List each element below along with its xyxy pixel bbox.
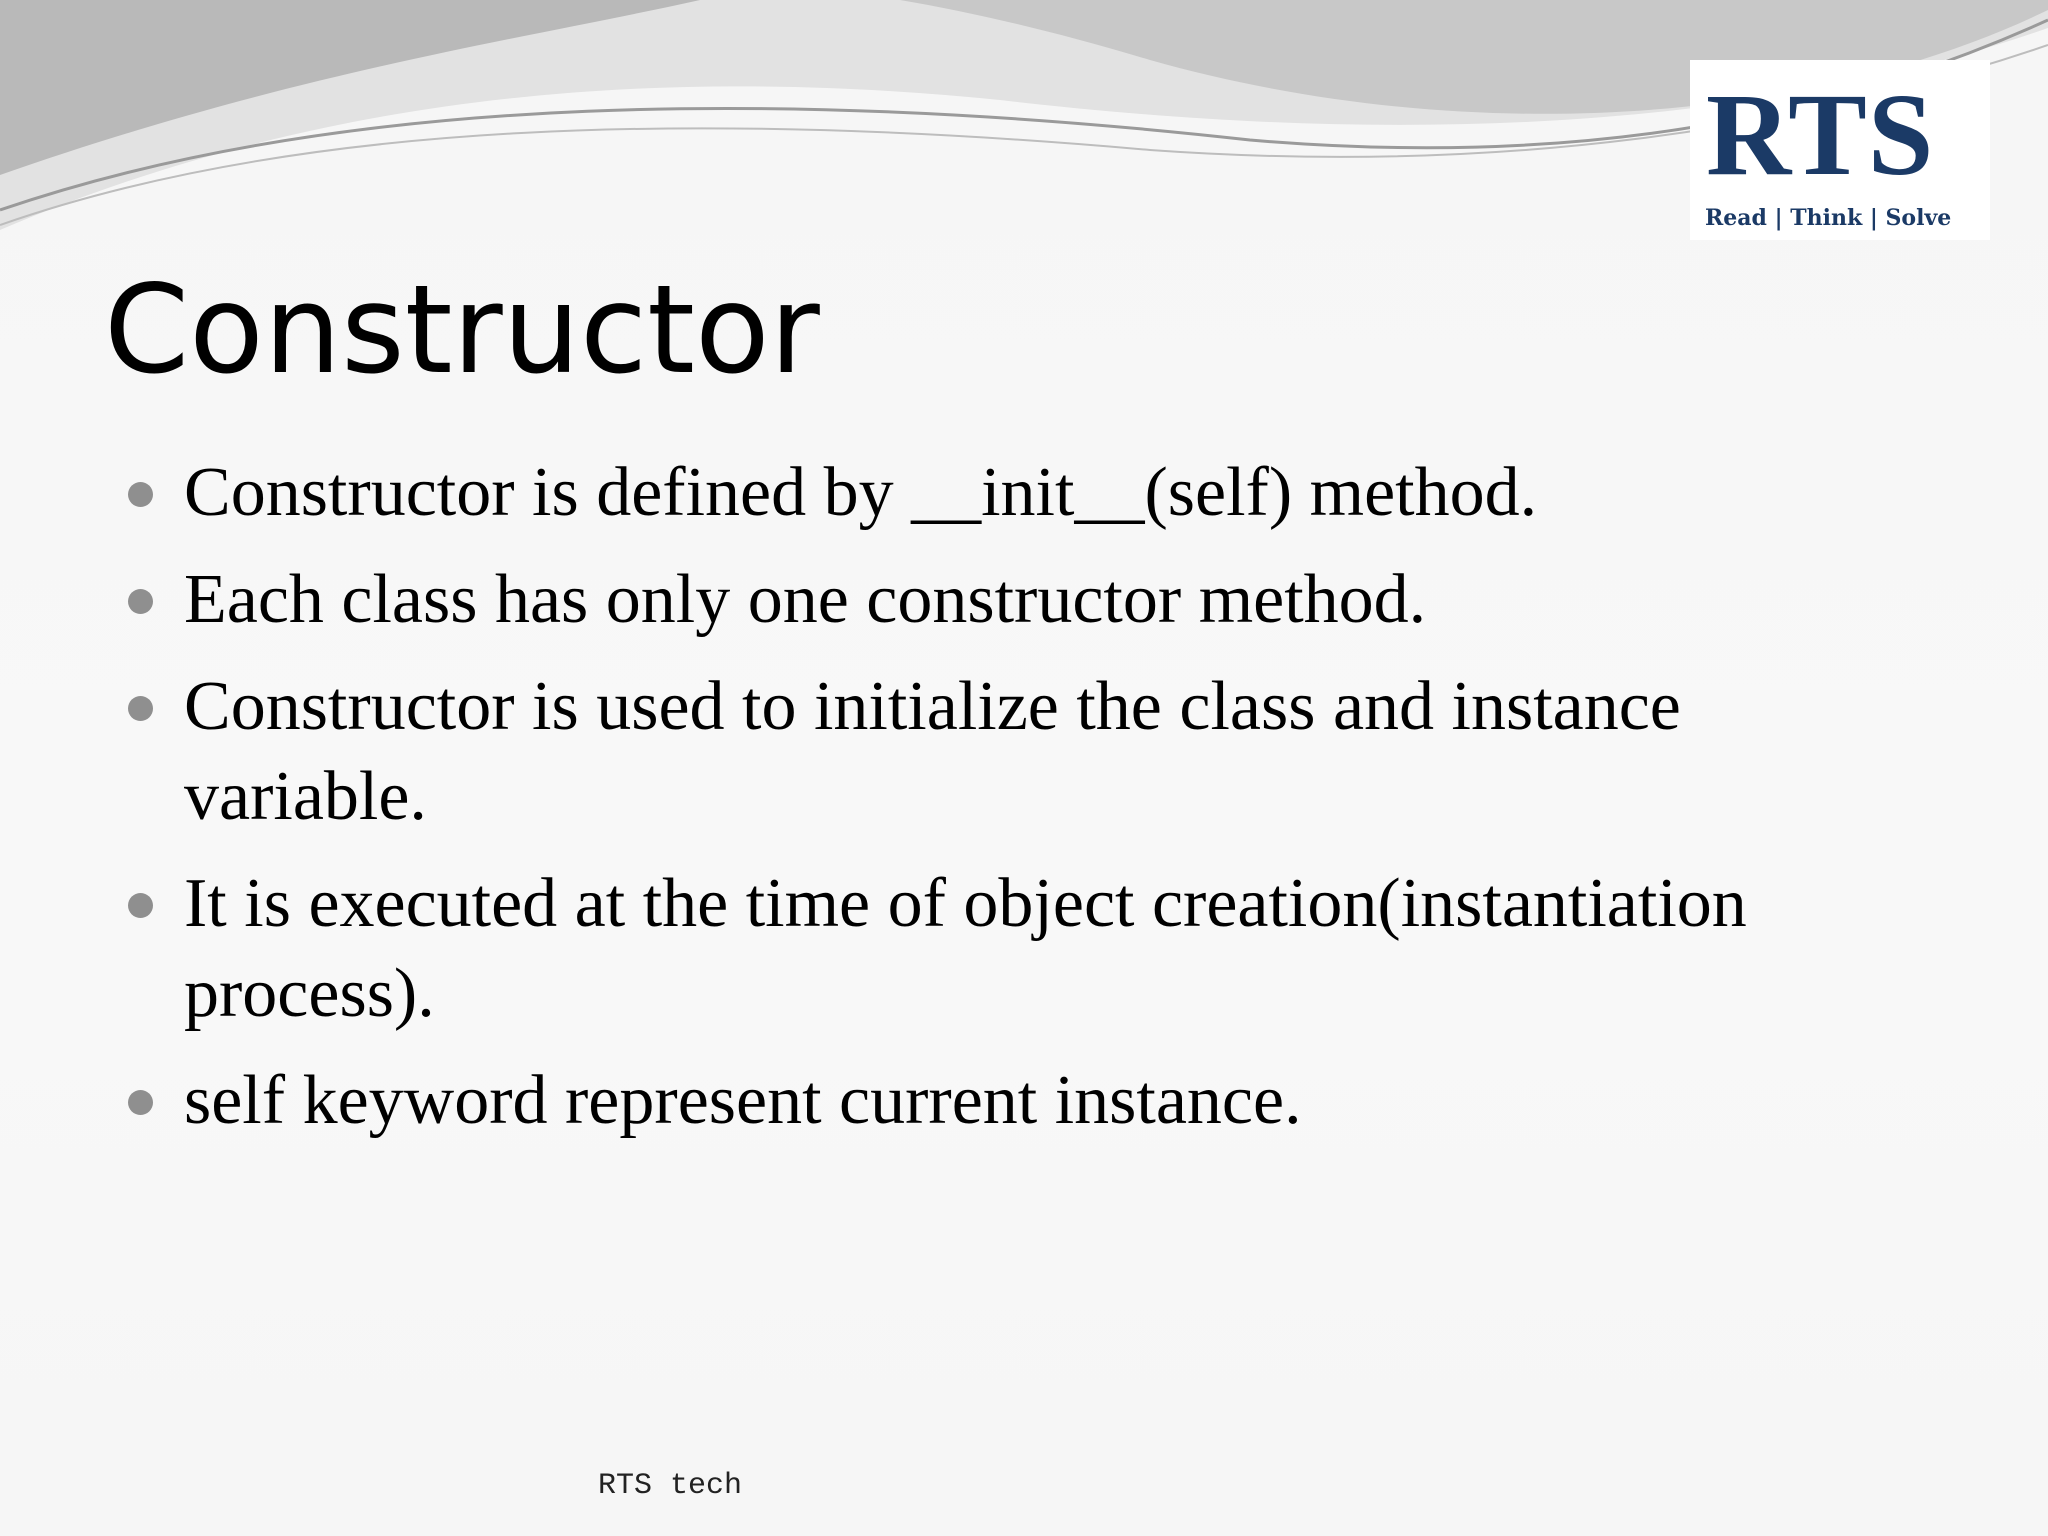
- bullet-item: [124, 555, 1904, 645]
- bullet-dot-icon: [128, 482, 153, 507]
- bullet-text: Constructor is used to initialize the class and instance variable.: [184, 668, 1681, 835]
- slide-footer: RTS tech: [598, 1469, 743, 1503]
- bullet-dot-icon: [128, 893, 153, 918]
- company-logo: [1690, 60, 1990, 240]
- bullet-item: [124, 448, 1904, 538]
- slide-title: Constructor: [104, 259, 820, 401]
- bullet-text: It is executed at the time of object creation(instantiation process).: [184, 865, 1747, 1032]
- bullet-dot-icon: [128, 589, 153, 614]
- bullet-dot-icon: [128, 1090, 153, 1115]
- logo-brand-text: RTS: [1706, 69, 1935, 200]
- bullet-list: [124, 448, 1904, 1163]
- logo-tagline: Read | Think | Solve: [1705, 205, 1952, 231]
- bullet-text: Constructor is defined by __init__(self) method.: [184, 454, 1538, 531]
- bullet-item: [124, 859, 1904, 1039]
- bullet-text: Each class has only one constructor method.: [184, 561, 1427, 638]
- bullet-item: [124, 662, 1904, 842]
- bullet-text: self keyword represent current instance.: [184, 1062, 1302, 1139]
- bullet-item: [124, 1056, 1904, 1146]
- bullet-dot-icon: [128, 696, 153, 721]
